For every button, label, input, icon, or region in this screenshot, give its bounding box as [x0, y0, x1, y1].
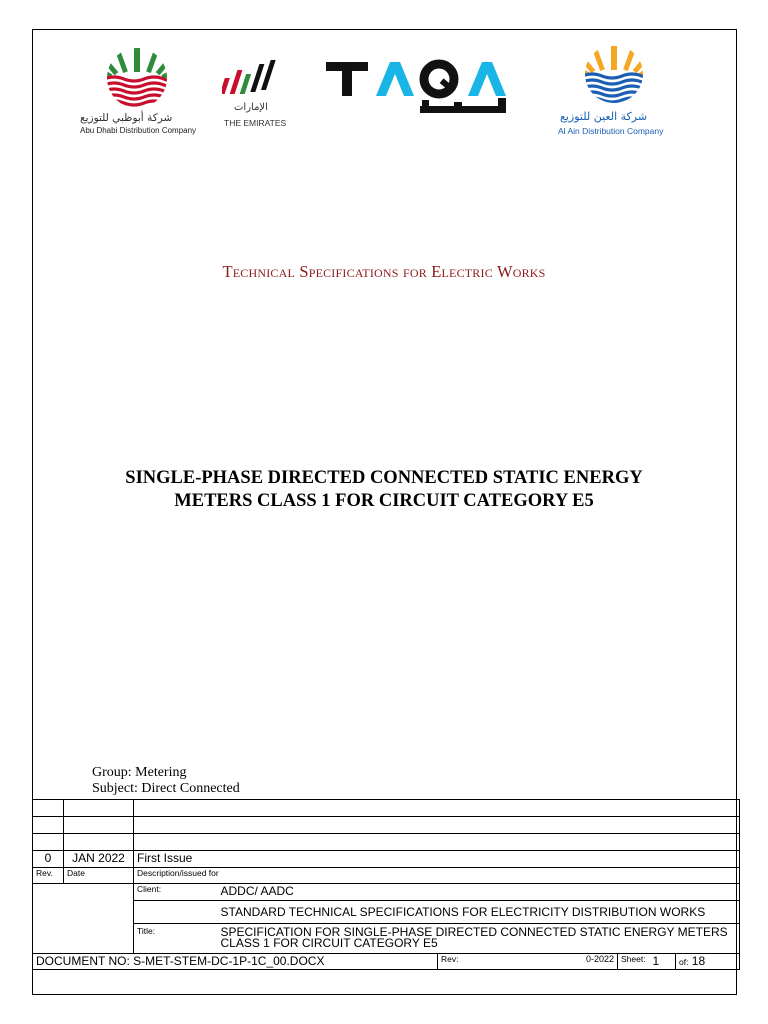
description-header: Description/issued for	[134, 868, 740, 884]
emirates-mark-icon	[222, 56, 292, 100]
of-label: of:	[679, 957, 689, 967]
standard-row	[33, 901, 740, 924]
document-number: DOCUMENT NO: S-MET-STEM-DC-1P-1C_00.DOCX	[33, 954, 438, 970]
taqa-wordmark-icon	[324, 56, 514, 120]
standard-title: STANDARD TECHNICAL SPECIFICATIONS FOR ELECTRICITY DISTRIBUTION WORKS	[218, 901, 740, 924]
document-title-line-2: METERS CLASS 1 FOR CIRCUIT CATEGORY E5	[174, 491, 594, 511]
date-header: Date	[64, 868, 134, 884]
description-cell: First Issue	[134, 851, 740, 868]
empty-cell	[64, 834, 134, 851]
aadc-name-en: Al Ain Distribution Company	[558, 126, 664, 136]
taqa-logo	[324, 56, 514, 120]
empty-cell	[134, 800, 740, 817]
aadc-logo	[552, 44, 676, 138]
emirates-name-en: THE EMIRATES	[224, 118, 287, 128]
emirates-name-ar: الإمارات	[234, 102, 268, 113]
rev-cell: 0	[33, 851, 64, 868]
title-label: Title:	[134, 924, 218, 954]
empty-cell	[33, 817, 64, 834]
rev-label: Rev:	[438, 954, 518, 970]
addc-logo	[76, 46, 198, 138]
of-value: 18	[691, 954, 706, 968]
table-row	[33, 800, 740, 817]
addc-name-en: Abu Dhabi Distribution Company	[80, 126, 197, 135]
empty-cell	[33, 834, 64, 851]
table-header-row	[33, 868, 740, 884]
empty-cell	[134, 901, 218, 924]
table-row	[33, 817, 740, 834]
date-cell: JAN 2022	[64, 851, 134, 868]
empty-cell	[33, 800, 64, 817]
empty-cell	[64, 817, 134, 834]
group-label: Group: Metering	[92, 765, 187, 780]
sheet-value: 1	[650, 954, 676, 970]
blank-block	[33, 884, 134, 954]
addc-emblem-icon	[76, 46, 198, 138]
title-row	[33, 924, 740, 954]
client-value: ADDC/ AADC	[218, 884, 740, 901]
spec-series-title: Technical Specifications for Electric Works	[222, 262, 546, 281]
subject-label: Subject: Direct Connected	[92, 781, 240, 796]
aadc-name-ar: شركة العين للتوزيع	[560, 110, 648, 123]
revision-table	[32, 799, 740, 970]
table-row	[33, 834, 740, 851]
document-title-line-1: SINGLE-PHASE DIRECTED CONNECTED STATIC ENERGY	[125, 468, 643, 488]
empty-cell	[134, 817, 740, 834]
table-row	[33, 851, 740, 868]
rev-value: 0-2022	[518, 954, 618, 970]
emirates-logo	[222, 56, 292, 132]
aadc-emblem-icon	[552, 44, 676, 110]
empty-cell	[64, 800, 134, 817]
document-title	[60, 467, 708, 513]
empty-cell	[134, 834, 740, 851]
sheet-label: Sheet:	[618, 954, 650, 970]
addc-name-ar: شركة أبوظبي للتوزيع	[80, 112, 173, 124]
title-value: SPECIFICATION FOR SINGLE-PHASE DIRECTED CONNECTED STATIC ENERGY METERS CLASS 1 FOR CIRCUIT CATEGORY E5	[218, 924, 740, 954]
rev-header: Rev.	[33, 868, 64, 884]
document-row	[33, 954, 740, 970]
client-label: Client:	[134, 884, 218, 901]
of-cell	[676, 954, 740, 970]
client-row	[33, 884, 740, 901]
